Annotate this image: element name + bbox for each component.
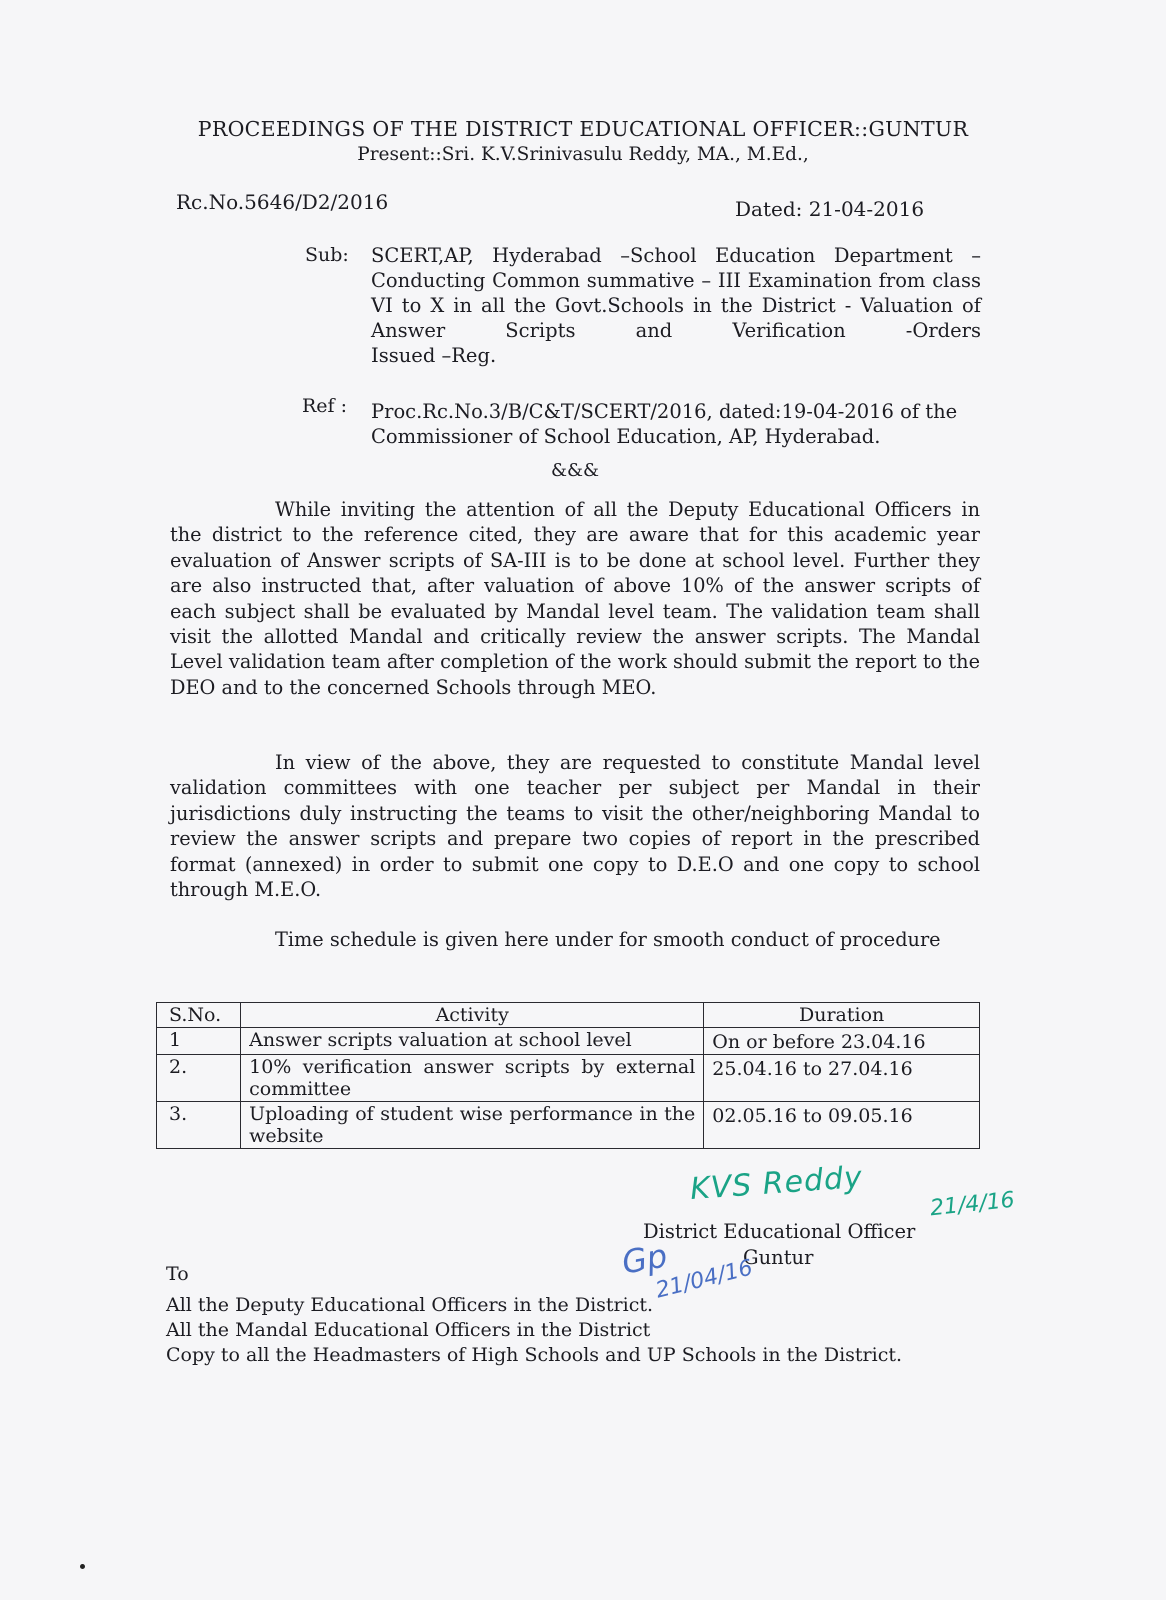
signatory-title: District Educational Officer [643,1220,916,1243]
table-row [157,1055,980,1102]
reference-text: Proc.Rc.No.3/B/C&T/SCERT/2016, dated:19-04-2016 of the Commissioner of School Education, AP, Hyderabad. [371,400,958,448]
reference-number: Rc.No.5646/D2/2016 [176,190,389,214]
document-title: PROCEEDINGS OF THE DISTRICT EDUCATIONAL OFFICER::GUNTUR [197,117,969,141]
paragraph-2-text: In view of the above, they are requested to constitute Mandal level validation committees with one teacher per subject per Mandal in their jurisdictions duly instructing the teams to visit the other/neighboring Mandal to review the answer scripts and prepare two copies of report in the prescribed format (annexed) in order to submit one copy to D.E.O and one copy to school through M.E.O. [170,751,980,902]
document-date: Dated: 21-04-2016 [735,197,925,221]
handwritten-signature-date: 21/4/16 [928,1187,1016,1222]
subject-text-main: SCERT,AP, Hyderabad –School Education Department – Conducting Common summative – III Examination from class VI to X in all the Govt.Schools in the District - Valuation of Answer Scripts and Verification -Orders [371,244,981,342]
reference-label: Ref : [302,395,348,417]
table-header-row [157,1003,980,1028]
handwritten-initials-date: 21/04/16 [653,1255,756,1304]
paragraph-1 [170,497,980,700]
row-activity: Uploading of student wise performance in the website [241,1102,704,1149]
recipient-line: Copy to all the Headmasters of High Schools and UP Schools in the District. [166,1344,903,1366]
header-activity: Activity [241,1003,704,1028]
subject-label: Sub: [305,244,349,266]
header-sno: S.No. [157,1003,241,1028]
table-row [157,1028,980,1055]
row-duration: 02.05.16 to 09.05.16 [704,1102,980,1149]
subject-text-last: Issued –Reg. [371,344,497,367]
paragraph-3 [170,927,980,952]
row-duration: On or before 23.04.16 [704,1028,980,1055]
handwritten-signature: KVS Reddy [688,1160,864,1207]
paragraph-2 [170,750,980,902]
to-label: To [166,1263,189,1285]
paper-speck [80,1564,85,1569]
row-activity: Answer scripts valuation at school level [241,1028,704,1055]
section-separator: &&& [551,460,600,481]
recipient-line: All the Deputy Educational Officers in the District. [166,1294,654,1316]
time-schedule-table [156,1002,980,1149]
row-duration: 25.04.16 to 27.04.16 [704,1055,980,1102]
signatory-place: Guntur [743,1246,814,1269]
row-sno: 3. [157,1102,241,1149]
table-row [157,1102,980,1149]
handwritten-initials: Gp [619,1236,671,1282]
recipient-line: All the Mandal Educational Officers in the District [166,1319,651,1341]
header-duration: Duration [704,1003,980,1028]
paragraph-3-text: Time schedule is given here under for smooth conduct of procedure [275,928,941,951]
row-sno: 2. [157,1055,241,1102]
present-officer: Present::Sri. K.V.Srinivasulu Reddy, MA., M.Ed., [357,144,809,165]
row-sno: 1 [157,1028,241,1055]
paragraph-1-text: While inviting the attention of all the Deputy Educational Officers in the district to the reference cited, they are aware that for this academic year evaluation of Answer scripts of SA-III is to be done at school level. Further they are also instructed that, after valuation of above 10% of the answer scripts of each subject shall be evaluated by Mandal level team. The validation team shall visit the allotted Mandal and critically review the answer scripts. The Mandal Level validation team after completion of the work should submit the report to the DEO and to the concerned Schools through MEO. [170,498,980,699]
row-activity: 10% verification answer scripts by external committee [241,1055,704,1102]
subject-text [371,243,981,368]
